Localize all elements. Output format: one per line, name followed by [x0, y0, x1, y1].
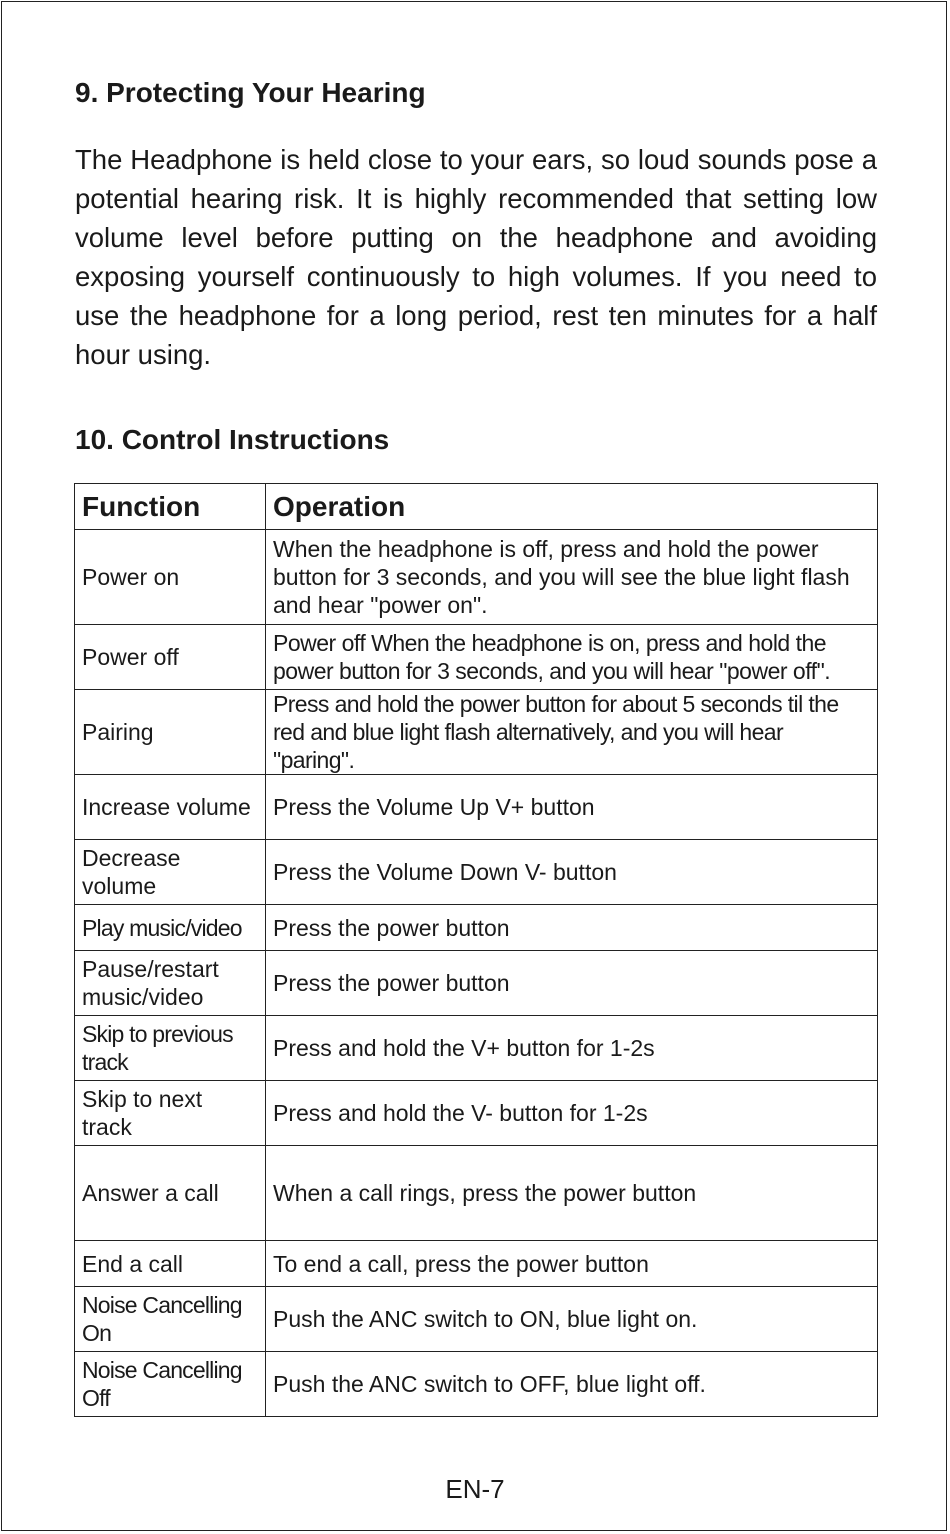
table-row — [75, 690, 878, 775]
header-operation: Operation — [266, 484, 878, 530]
function-cell: Answer a call — [75, 1146, 266, 1241]
table-row — [75, 1081, 878, 1146]
function-cell: Noise Cancelling Off — [75, 1352, 266, 1417]
operation-cell: When a call rings, press the power button — [266, 1146, 878, 1241]
table-row — [75, 1287, 878, 1352]
operation-cell: Press and hold the V+ button for 1-2s — [266, 1016, 878, 1081]
table-row — [75, 1146, 878, 1241]
table-row — [75, 775, 878, 840]
operation-cell: Press the Volume Up V+ button — [266, 775, 878, 840]
function-cell: Increase volume — [75, 775, 266, 840]
section-9-title: 9. Protecting Your Hearing — [75, 77, 426, 108]
function-cell: End a call — [75, 1241, 266, 1287]
operation-cell: Push the ANC switch to OFF, blue light off. — [266, 1352, 878, 1417]
operation-cell: Press the power button — [266, 905, 878, 951]
function-cell: Skip to previous track — [75, 1016, 266, 1081]
table-row — [75, 1016, 878, 1081]
function-cell: Play music/video — [75, 905, 266, 951]
function-cell: Skip to next track — [75, 1081, 266, 1146]
operation-cell: Push the ANC switch to ON, blue light on. — [266, 1287, 878, 1352]
function-cell: Pairing — [75, 690, 266, 775]
function-cell: Power off — [75, 625, 266, 690]
table-row — [75, 1352, 878, 1417]
operation-cell: Press and hold the power button for about 5 seconds til the red and blue light flash alternatively, and you will hear "paring". — [266, 690, 878, 775]
table-row — [75, 625, 878, 690]
header-function: Function — [75, 484, 266, 530]
operation-cell: When the headphone is off, press and hold the power button for 3 seconds, and you will see the blue light flash and hear "power on". — [266, 530, 878, 625]
control-instructions-table — [74, 483, 878, 1417]
operation-cell: To end a call, press the power button — [266, 1241, 878, 1287]
table-header-row — [75, 484, 878, 530]
table-row — [75, 840, 878, 905]
table-row — [75, 951, 878, 1016]
operation-cell: Press the Volume Down V- button — [266, 840, 878, 905]
operation-cell: Power off When the headphone is on, press and hold the power button for 3 seconds, and you will hear "power off". — [266, 625, 878, 690]
section-10-title: 10. Control Instructions — [75, 424, 390, 455]
table-row — [75, 1241, 878, 1287]
page-number: EN-7 — [445, 1474, 505, 1504]
function-cell: Pause/restart music/video — [75, 951, 266, 1016]
function-cell: Noise Cancelling On — [75, 1287, 266, 1352]
table-row — [75, 905, 878, 951]
operation-cell: Press and hold the V- button for 1-2s — [266, 1081, 878, 1146]
function-cell: Decrease volume — [75, 840, 266, 905]
section-9-body: The Headphone is held close to your ears, so loud sounds pose a potential hearing risk. It is highly recommended that setting low volume level before putting on the headphone and avoiding exposing yourself continuously to high volumes. If you need to use the headphone for a long period, rest ten minutes for a half hour using. — [75, 144, 877, 370]
function-cell: Power on — [75, 530, 266, 625]
operation-cell: Press the power button — [266, 951, 878, 1016]
table-row — [75, 530, 878, 625]
